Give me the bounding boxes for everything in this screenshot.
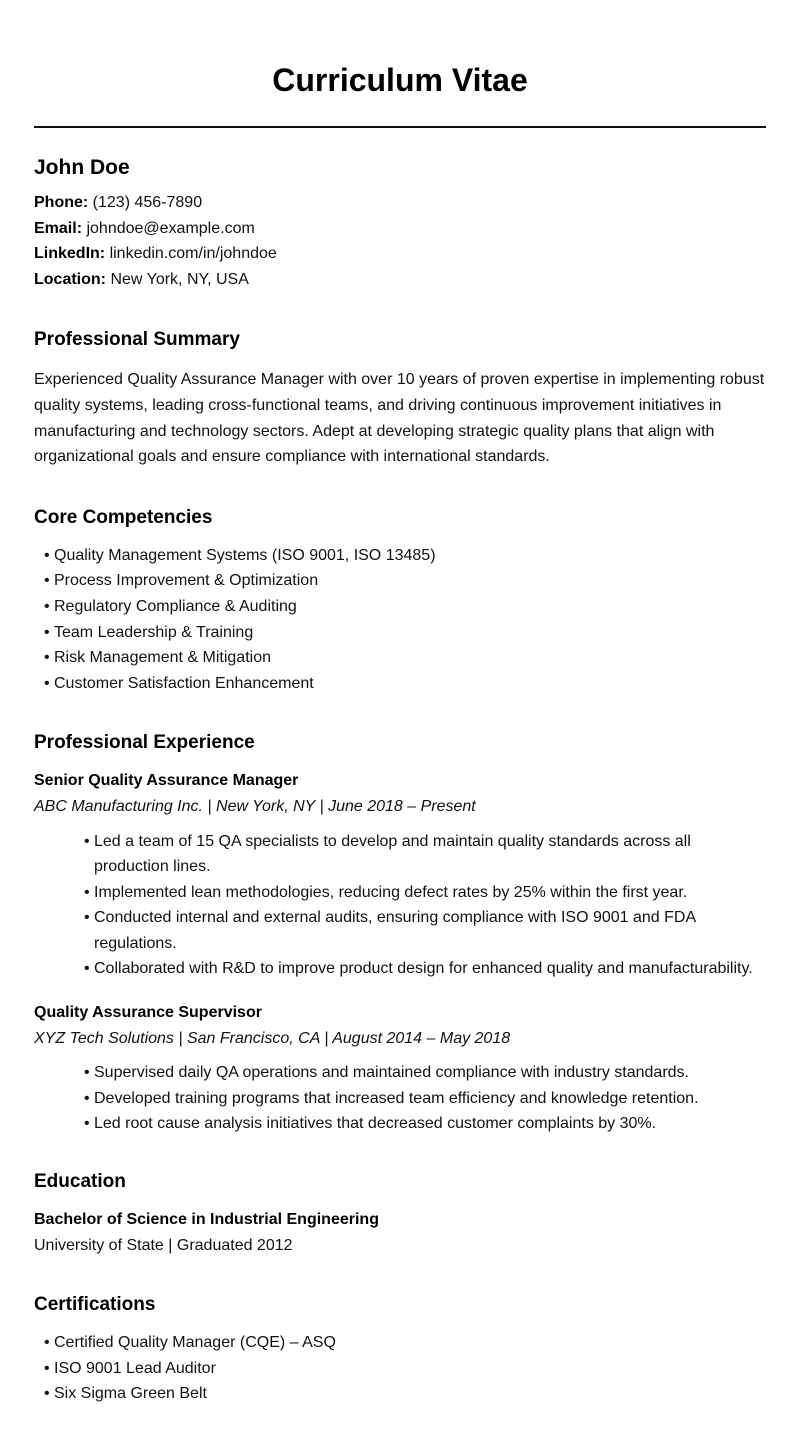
person-name: John Doe	[34, 156, 130, 179]
contact-label: Location:	[34, 270, 106, 288]
certifications-section	[34, 1290, 766, 1407]
list-item: • Certified Quality Manager (CQE) – ASQ	[44, 1330, 766, 1356]
summary-text: Experienced Quality Assurance Manager with over 10 years of proven expertise in implementing robust quality systems, leading cross-functional teams, and driving continuous improvement initiatives in manufacturing and technology sectors. Adept at developing strategic quality plans that align with organizational goals and ensure compliance with international standards.	[34, 371, 765, 466]
list-item: • Developed training programs that increased team efficiency and knowledge retention.	[84, 1086, 766, 1112]
contact-value: New York, NY, USA	[110, 270, 249, 288]
list-item: • ISO 9001 Lead Auditor	[44, 1356, 766, 1382]
job-entry	[34, 768, 766, 982]
section-heading: Professional Experience	[34, 732, 255, 754]
job-duties	[34, 1060, 766, 1137]
list-item: • Six Sigma Green Belt	[44, 1381, 766, 1407]
section-heading: Professional Summary	[34, 329, 240, 351]
title-divider	[34, 126, 766, 128]
job-meta: ABC Manufacturing Inc. | New York, NY | June 2018 – Present	[34, 797, 476, 815]
list-item: • Risk Management & Mitigation	[44, 645, 766, 671]
list-item: • Supervised daily QA operations and maintained compliance with industry standards.	[84, 1060, 766, 1086]
section-heading: Certifications	[34, 1294, 156, 1316]
job-duties	[34, 829, 766, 983]
contact-phone	[34, 190, 766, 216]
list-item: • Collaborated with R&D to improve product design for enhanced quality and manufacturability.	[84, 956, 766, 982]
certifications-list	[34, 1330, 766, 1407]
section-heading: Education	[34, 1171, 126, 1193]
competencies-list	[34, 543, 766, 697]
list-item: • Regulatory Compliance & Auditing	[44, 594, 766, 620]
experience-section	[34, 728, 766, 1137]
contact-label: Email:	[34, 219, 83, 237]
education-section	[34, 1167, 766, 1258]
contact-block	[34, 190, 766, 292]
document-title: Curriculum Vitae	[272, 62, 528, 98]
competencies-section	[34, 503, 766, 697]
summary-section	[34, 325, 766, 469]
list-item: • Customer Satisfaction Enhancement	[44, 671, 766, 697]
list-item: • Quality Management Systems (ISO 9001, ISO 13485)	[44, 543, 766, 569]
list-item: • Led root cause analysis initiatives that decreased customer complaints by 30%.	[84, 1111, 766, 1137]
job-entry	[34, 1000, 766, 1137]
contact-location	[34, 267, 766, 293]
list-item: • Process Improvement & Optimization	[44, 568, 766, 594]
contact-value: linkedin.com/in/johndoe	[109, 245, 277, 263]
contact-value: (123) 456-7890	[92, 194, 203, 211]
contact-email	[34, 216, 766, 242]
job-title: Senior Quality Assurance Manager	[34, 772, 299, 790]
contact-label: Phone:	[34, 194, 89, 211]
list-item: • Team Leadership & Training	[44, 620, 766, 646]
section-heading: Core Competencies	[34, 506, 213, 528]
job-title: Quality Assurance Supervisor	[34, 1004, 262, 1022]
list-item: • Conducted internal and external audits, ensuring compliance with ISO 9001 and FDA regulations.	[84, 905, 766, 956]
list-item: • Implemented lean methodologies, reducing defect rates by 25% within the first year.	[84, 880, 766, 906]
degree-title: Bachelor of Science in Industrial Engineering	[34, 1211, 379, 1229]
school-info: University of State | Graduated 2012	[34, 1236, 293, 1254]
contact-linkedin	[34, 241, 766, 267]
list-item: • Led a team of 15 QA specialists to develop and maintain quality standards across all production lines.	[84, 829, 766, 880]
contact-label: LinkedIn:	[34, 245, 106, 263]
job-meta: XYZ Tech Solutions | San Francisco, CA | August 2014 – May 2018	[34, 1029, 511, 1047]
contact-value: johndoe@example.com	[86, 219, 255, 237]
